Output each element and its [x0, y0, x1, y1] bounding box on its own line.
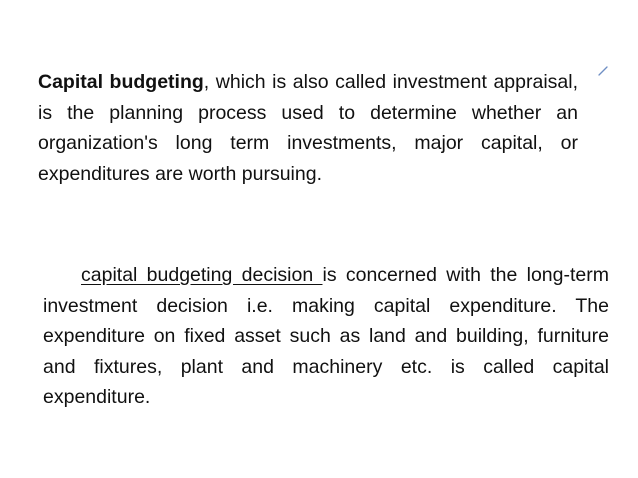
term-capital-budgeting-decision: capital budgeting decision	[81, 264, 323, 286]
term-capital-budgeting: Capital budgeting	[38, 71, 204, 93]
definition-paragraph	[38, 67, 578, 189]
pen-stroke-icon	[598, 66, 608, 76]
definition-text: , which is also called investment appraisal, is the planning process used to determine whether an organization's long term investments, major capital, or expenditures are worth pursuing.	[38, 71, 578, 185]
decision-text: is concerned with the long-term investment decision i.e. making capital expenditure. The expenditure on fixed asset such as land and building, furniture and fixtures, plant and machinery etc. is called capital expenditure.	[43, 264, 609, 409]
decision-paragraph	[43, 260, 609, 413]
